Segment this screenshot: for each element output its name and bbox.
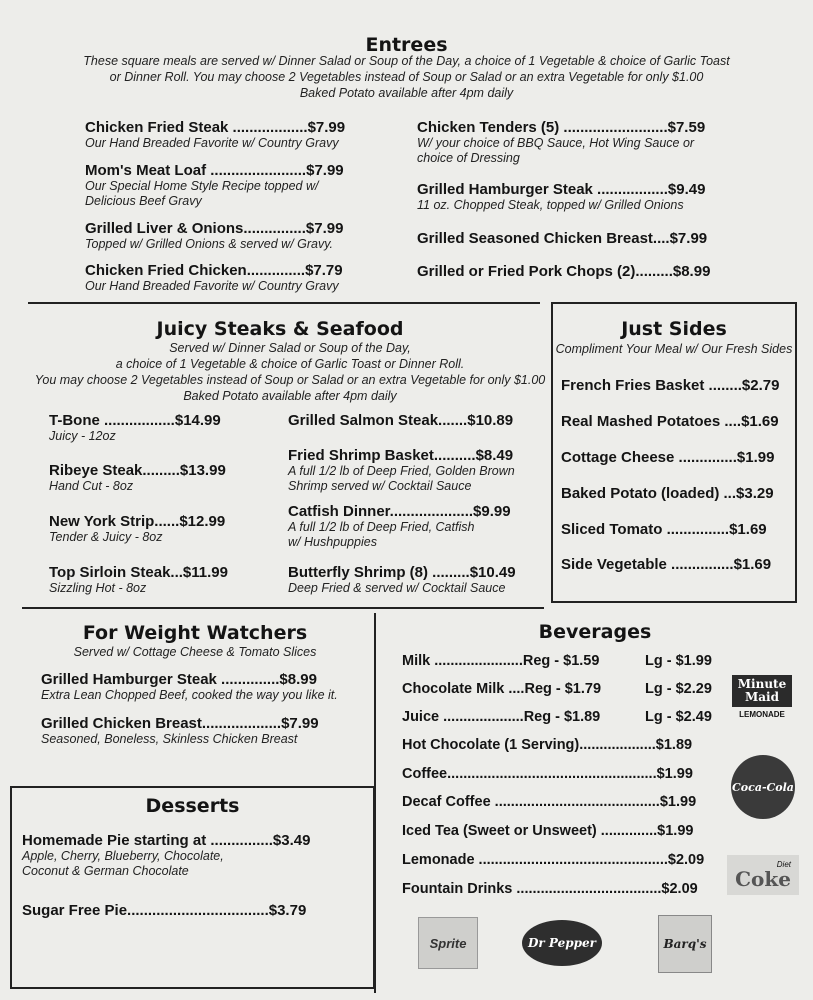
item-price: $10.89	[467, 412, 514, 429]
beverage-row	[402, 823, 693, 839]
item-name: Milk ......................	[402, 653, 523, 669]
item-price: $2.09	[661, 881, 698, 897]
logo-text: Sprite	[429, 935, 467, 951]
item-desc: Extra Lean Chopped Beef, cooked the way you like it.	[41, 688, 338, 702]
intro-line: a choice of 1 Vegetable & choice of Garlic Toast or Dinner Roll.	[115, 357, 465, 371]
item-name: Mom's Meat Loaf .......................	[85, 162, 307, 179]
item-name: Ribeye Steak.........	[49, 462, 180, 479]
item-name: Chicken Fried Steak ..................	[85, 119, 308, 136]
item-name: Grilled or Fried Pork Chops (2).........	[417, 263, 673, 280]
item-price: $12.99	[179, 513, 226, 530]
logo-text: Coca-Cola	[732, 780, 794, 794]
sides-box	[551, 302, 797, 603]
steak-item	[49, 462, 226, 494]
item-desc: Hand Cut - 8oz	[49, 479, 134, 493]
entree-item	[85, 262, 343, 294]
item-name: Chocolate Milk ....	[402, 681, 525, 697]
item-price: $9.49	[667, 181, 706, 198]
entree-item	[417, 181, 705, 213]
item-name: Baked Potato (loaded) ...	[561, 485, 737, 502]
steak-item	[49, 513, 225, 545]
item-price: $1.99	[657, 823, 694, 839]
item-name: Homemade Pie starting at ...............	[22, 832, 273, 849]
item-desc: Our Special Home Style Recipe topped w/	[85, 179, 319, 193]
item-price: $2.09	[667, 852, 705, 868]
intro-line: You may choose 2 Vegetables instead of Soup or Salad or an extra Vegetable for only $1.00	[34, 373, 546, 387]
item-desc: Deep Fried & served w/ Cocktail Sauce	[288, 581, 506, 595]
section-divider	[28, 302, 540, 304]
weight-item	[41, 671, 338, 703]
sides-intro: Compliment Your Meal w/ Our Fresh Sides	[555, 342, 793, 356]
item-name: Juice ....................	[402, 709, 524, 725]
item-name: Fried Shrimp Basket..........	[288, 447, 476, 464]
side-item	[561, 449, 774, 466]
lg-price: Lg - $1.99	[645, 653, 712, 669]
item-price: $7.99	[306, 162, 344, 179]
coca-cola-logo	[731, 755, 795, 819]
steaks-intro	[20, 340, 560, 404]
item-price: $1.89	[655, 737, 693, 753]
item-name: Butterfly Shrimp (8) .........	[288, 564, 470, 581]
item-desc: W/ your choice of BBQ Sauce, Hot Wing Sauce or	[417, 136, 695, 150]
item-price: $1.69	[729, 521, 767, 538]
item-price: $13.99	[179, 462, 226, 479]
item-desc: Apple, Cherry, Blueberry, Chocolate,	[22, 849, 224, 863]
item-name: Grilled Salmon Steak.......	[288, 412, 468, 429]
item-desc: Seasoned, Boneless, Skinless Chicken Breast	[41, 732, 298, 746]
item-desc: Our Hand Breaded Favorite w/ Country Gravy	[85, 136, 339, 150]
item-name: French Fries Basket ........	[561, 377, 742, 394]
item-name: Grilled Chicken Breast...................	[41, 715, 282, 732]
sprite-logo	[418, 917, 478, 969]
item-desc: Our Hand Breaded Favorite w/ Country Gravy	[85, 279, 339, 293]
item-desc: w/ Hushpuppies	[288, 535, 377, 549]
diet-coke-logo	[727, 855, 799, 895]
entrees-intro	[0, 53, 813, 101]
sides-title: Just Sides	[621, 318, 727, 340]
item-name: Side Vegetable ...............	[561, 556, 734, 573]
item-name: Coffee....................................................	[402, 766, 657, 782]
side-item	[561, 485, 774, 502]
weight-intro: Served w/ Cottage Cheese & Tomato Slices	[73, 645, 317, 659]
steak-item	[288, 503, 511, 550]
side-item	[561, 413, 779, 430]
item-desc: Juicy - 12oz	[49, 429, 116, 443]
entree-item	[85, 162, 344, 209]
item-price: $7.99	[281, 715, 319, 732]
item-desc: Shrimp served w/ Cocktail Sauce	[288, 479, 472, 493]
entree-item	[417, 119, 705, 166]
steak-item	[288, 447, 515, 494]
reg-price: Reg - $1.79	[524, 681, 602, 697]
intro-line: or Dinner Roll. You may choose 2 Vegetables instead of Soup or Salad or an extra Vegetable for only $1.00	[109, 70, 704, 84]
item-price: $1.99	[656, 766, 693, 782]
item-price: $3.29	[736, 485, 774, 502]
reg-price: Reg - $1.59	[522, 653, 600, 669]
item-name: Grilled Hamburger Steak .................	[417, 181, 668, 198]
weight-title: For Weight Watchers	[82, 622, 308, 644]
item-price: $7.99	[669, 230, 708, 247]
item-price: $1.69	[733, 556, 772, 573]
lg-price: Lg - $2.49	[645, 709, 712, 725]
item-name: Sugar Free Pie..................................	[22, 902, 269, 919]
item-price: $2.79	[741, 377, 780, 394]
item-desc: 11 oz. Chopped Steak, topped w/ Grilled Onions	[417, 198, 684, 212]
entree-item	[85, 119, 345, 151]
beverages-title: Beverages	[538, 621, 652, 643]
item-name: Decaf Coffee .........................................	[402, 794, 660, 810]
item-price: $7.99	[305, 220, 344, 237]
intro-line: Served w/ Dinner Salad or Soup of the Day,	[169, 341, 411, 355]
item-price: $3.49	[272, 832, 311, 849]
logo-text: Barq's	[663, 937, 707, 951]
dessert-item	[22, 832, 310, 879]
item-desc: A full 1/2 lb of Deep Fried, Golden Brown	[288, 464, 515, 478]
item-price: $8.49	[475, 447, 514, 464]
item-name: Real Mashed Potatoes ....	[561, 413, 742, 430]
item-name: Lemonade ...............................................	[402, 852, 668, 868]
section-divider	[22, 607, 544, 609]
item-desc: A full 1/2 lb of Deep Fried, Catfish	[288, 520, 475, 534]
item-desc: Delicious Beef Gravy	[85, 194, 202, 208]
item-name: Fountain Drinks ....................................	[402, 881, 662, 897]
item-price: $7.79	[305, 262, 343, 279]
side-item	[561, 521, 767, 538]
item-price: $14.99	[174, 412, 221, 429]
intro-line: Baked Potato available after 4pm daily	[183, 389, 397, 403]
desserts-box	[10, 786, 375, 989]
entree-item	[417, 263, 710, 280]
entree-item	[417, 230, 707, 247]
item-price: $11.99	[182, 564, 228, 581]
item-desc: Tender & Juicy - 8oz	[49, 530, 163, 544]
beverage-row	[402, 709, 600, 725]
item-name: Grilled Hamburger Steak ..............	[41, 671, 280, 688]
steak-item	[288, 564, 516, 596]
logo-text: Coke	[735, 867, 791, 891]
steaks-title: Juicy Steaks & Seafood	[156, 318, 404, 340]
item-name: Top Sirloin Steak...	[49, 564, 183, 581]
item-desc: Coconut & German Chocolate	[22, 864, 189, 878]
entree-item	[85, 220, 343, 252]
reg-price: Reg - $1.89	[523, 709, 601, 725]
side-item	[561, 556, 771, 573]
logo-subtext: LEMONADE	[739, 710, 785, 719]
item-price: $8.99	[279, 671, 317, 688]
dessert-item	[22, 902, 306, 919]
steak-item	[288, 412, 513, 429]
beverage-row	[402, 766, 693, 782]
item-price: $8.99	[672, 263, 711, 280]
entrees-title: Entrees	[365, 34, 448, 56]
item-name: Sliced Tomato ...............	[561, 521, 730, 538]
item-price: $7.99	[307, 119, 346, 136]
logo-text: Minute Maid	[732, 675, 792, 707]
item-price: $1.99	[659, 794, 697, 810]
item-desc: choice of Dressing	[417, 151, 520, 165]
beverage-row	[402, 653, 599, 669]
intro-line: These square meals are served w/ Dinner Salad or Soup of the Day, a choice of 1 Vegetable & choice of Garlic Toast	[83, 54, 730, 68]
item-name: T-Bone .................	[49, 412, 175, 429]
beverage-row	[402, 681, 601, 697]
item-price: $10.49	[469, 564, 516, 581]
dr-pepper-logo	[522, 920, 602, 966]
item-name: Iced Tea (Sweet or Unsweet) ..............	[402, 823, 658, 839]
item-price: $1.69	[741, 413, 779, 430]
steak-item	[49, 412, 221, 444]
item-name: Cottage Cheese ..............	[561, 449, 737, 466]
steak-item	[49, 564, 228, 596]
item-name: Grilled Liver & Onions...............	[85, 220, 306, 237]
logo-subtext: Diet	[776, 860, 791, 869]
item-price: $9.99	[473, 503, 511, 520]
item-desc: Sizzling Hot - 8oz	[49, 581, 147, 595]
beverage-row	[402, 852, 704, 868]
desserts-title: Desserts	[145, 795, 240, 817]
item-name: New York Strip......	[49, 513, 180, 530]
barqs-logo	[658, 915, 712, 973]
item-name: Grilled Seasoned Chicken Breast....	[417, 230, 670, 247]
item-price: $3.79	[268, 902, 307, 919]
logo-text: Dr Pepper	[528, 936, 596, 950]
item-name: Catfish Dinner....................	[288, 503, 474, 520]
minute-maid-logo	[732, 669, 792, 725]
item-name: Hot Chocolate (1 Serving)...................	[402, 737, 656, 753]
beverage-row	[402, 794, 696, 810]
side-item	[561, 377, 779, 394]
item-name: Chicken Tenders (5) .........................	[417, 119, 668, 136]
intro-line: Baked Potato available after 4pm daily	[299, 86, 514, 100]
item-price: $7.59	[667, 119, 706, 136]
lg-price: Lg - $2.29	[645, 681, 712, 697]
item-desc: Topped w/ Grilled Onions & served w/ Gravy.	[85, 237, 334, 251]
beverage-row	[402, 737, 692, 753]
weight-item	[41, 715, 319, 747]
item-price: $1.99	[736, 449, 775, 466]
beverage-row	[402, 881, 698, 897]
item-name: Chicken Fried Chicken..............	[85, 262, 306, 279]
